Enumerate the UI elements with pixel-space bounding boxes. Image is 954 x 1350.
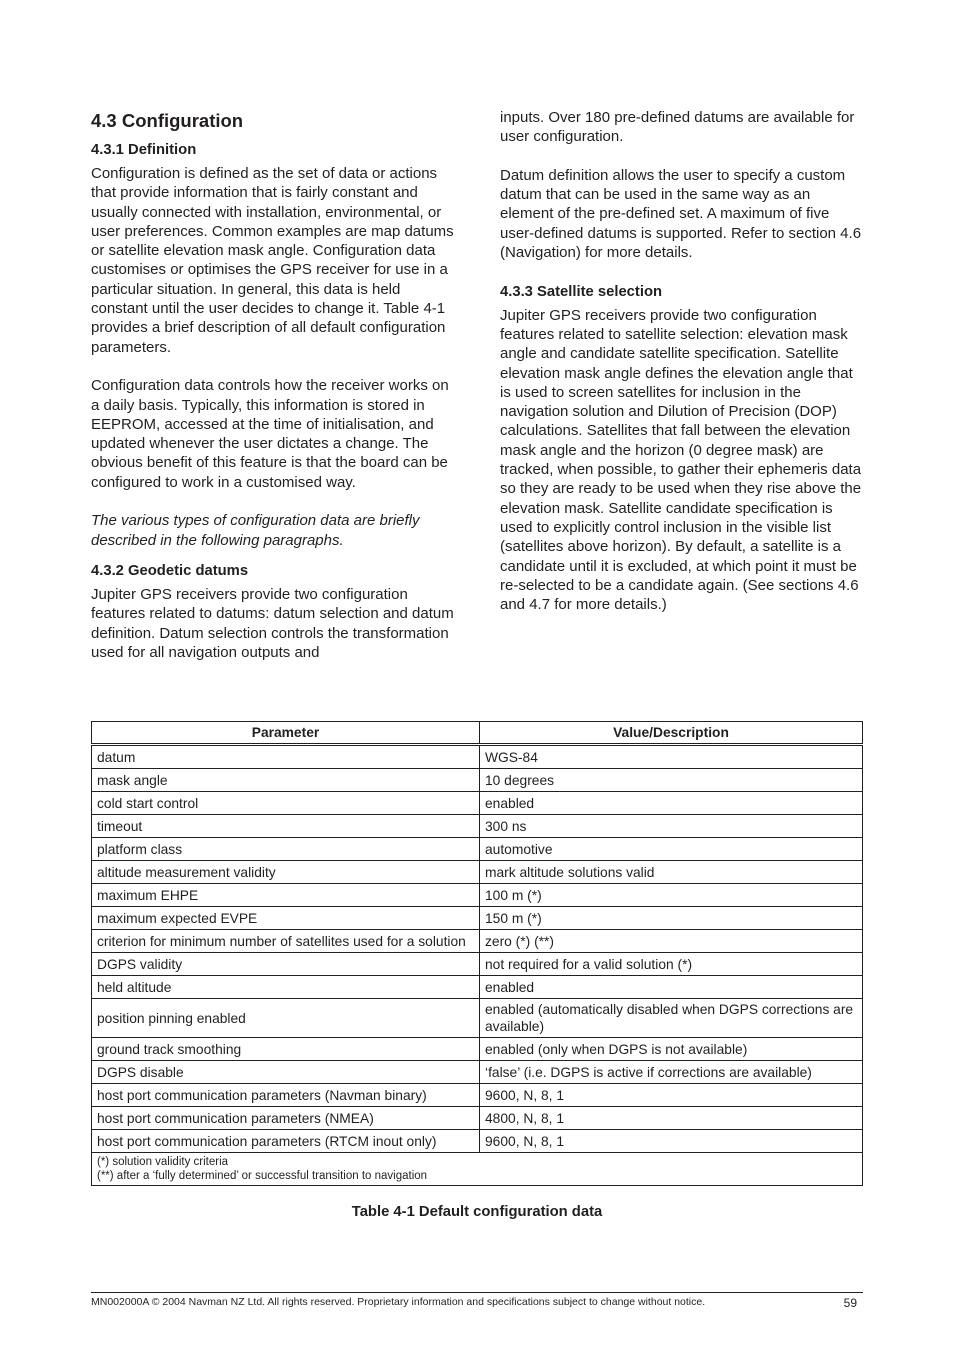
- table-row: [92, 861, 863, 884]
- table-row: [92, 907, 863, 930]
- table-cell-value: 9600, N, 8, 1: [480, 1130, 863, 1153]
- table-row: [92, 1130, 863, 1153]
- table-cell-value: 300 ns: [480, 815, 863, 838]
- table-cell-value: 150 m (*): [480, 907, 863, 930]
- table-cell-value: enabled: [480, 976, 863, 999]
- table-cell-parameter: cold start control: [92, 792, 480, 815]
- table-row: [92, 769, 863, 792]
- table-cell-value: automotive: [480, 838, 863, 861]
- table-cell-value: 4800, N, 8, 1: [480, 1107, 863, 1130]
- table-row: [92, 884, 863, 907]
- table-cell-parameter: host port communication parameters (Navman binary): [92, 1084, 480, 1107]
- subsection-heading-geodetic-datums: 4.3.2 Geodetic datums: [91, 562, 249, 579]
- table-cell-parameter: altitude measurement validity: [92, 861, 480, 884]
- definition-paragraph-3: The various types of configuration data are briefly described in the following paragraphs.: [91, 512, 420, 549]
- table-cell-value: 10 degrees: [480, 769, 863, 792]
- table-row: [92, 999, 863, 1038]
- table-caption: Table 4-1 Default configuration data: [351, 1204, 603, 1220]
- table-cell-parameter: timeout: [92, 815, 480, 838]
- geodetic-paragraph-1: Jupiter GPS receivers provide two configuration features related to datums: datum selection and datum definition. Datum selection controls the transformation used for all navigation outputs and: [91, 585, 454, 661]
- table-cell-parameter: host port communication parameters (NMEA): [92, 1107, 480, 1130]
- table-cell-parameter: position pinning enabled: [92, 999, 480, 1038]
- table-cell-value: enabled: [480, 792, 863, 815]
- table-notes: [92, 1153, 863, 1186]
- left-column: [91, 108, 461, 666]
- table-cell-parameter: maximum EHPE: [92, 884, 480, 907]
- table-cell-parameter: mask angle: [92, 769, 480, 792]
- table-cell-parameter: ground track smoothing: [92, 1038, 480, 1061]
- table-cell-value: zero (*) (**): [480, 930, 863, 953]
- table-row: [92, 976, 863, 999]
- definition-paragraph-1: Configuration is defined as the set of data or actions that provide information that is fairly constant and usually connected with installation, environmental, or user preferences. Common examples are map datums or satellite elevation mask angle. Configuration data customises or optimises the GPS receiver for use in a particular situation. In general, this data is held constant until the user decides to change it. Table 4-1 provides a brief description of all default configuration parameters.: [91, 165, 454, 356]
- table-cell-parameter: DGPS disable: [92, 1061, 480, 1084]
- table-cell-value: enabled (automatically disabled when DGPS corrections are available): [480, 999, 863, 1038]
- table-note-2: (**) after a ‘fully determined’ or successful transition to navigation: [97, 1170, 428, 1182]
- table-row: [92, 1084, 863, 1107]
- subsection-heading-definition: 4.3.1 Definition: [91, 142, 197, 158]
- table-cell-parameter: criterion for minimum number of satellites used for a solution: [92, 930, 480, 953]
- table-cell-parameter: held altitude: [92, 976, 480, 999]
- table-row: [92, 1038, 863, 1061]
- page-number: 59: [843, 1296, 857, 1310]
- definition-paragraph-2: Configuration data controls how the receiver works on a daily basis. Typically, this information is stored in EEPROM, accessed at the time of initialisation, and updated whenever the user dictates a change. The obvious benefit of this feature is that the board can be configured to work in a customised way.: [91, 377, 449, 491]
- default-configuration-table: [91, 721, 863, 1186]
- table-row: [92, 838, 863, 861]
- subsection-heading-satellite-selection: 4.3.3 Satellite selection: [500, 283, 663, 300]
- table-row: [92, 745, 863, 769]
- table-row: [92, 1107, 863, 1130]
- table-row: [92, 953, 863, 976]
- table-cell-parameter: platform class: [92, 838, 480, 861]
- satellite-paragraph-1: Jupiter GPS receivers provide two configuration features related to satellite selection: elevation mask angle and candidate satellite specification. Satellite elevation mask angle defines the elevation angle that is used to screen satellites for inclusion in the navigation solution and Dilution of Precision (DOP) calculations. Satellites that fall between the elevation mask angle and the horizon (0 degree mask) are tracked, when possible, to gather their ephemeris data so they are ready to be used when they rise above the elevation mask. Satellite candidate specification is used to explicitly control inclusion in the visible list (satellites above horizon). By default, a satellite is a candidate until it is excluded, at which point it must be re-selected to be a candidate again. (See sections 4.6 and 4.7 for more details.): [500, 306, 862, 614]
- table-cell-value: ‘false’ (i.e. DGPS is active if corrections are available): [480, 1061, 863, 1084]
- table-cell-parameter: maximum expected EVPE: [92, 907, 480, 930]
- right-column: [500, 108, 865, 634]
- table-notes-row: [92, 1153, 863, 1186]
- table-cell-value: 9600, N, 8, 1: [480, 1084, 863, 1107]
- table-cell-value: WGS-84: [480, 745, 863, 769]
- table-row: [92, 930, 863, 953]
- footer-divider: [91, 1292, 863, 1293]
- footer-copyright: MN002000A © 2004 Navman NZ Ltd. All rights reserved. Proprietary information and specifications subject to change without notice.: [91, 1296, 706, 1308]
- geodetic-paragraph-2: Datum definition allows the user to specify a custom datum that can be used in the same way as an element of the pre-defined set. A maximum of five user-defined datums is supported. Refer to section 4.6 (Navigation) for more details.: [500, 166, 862, 262]
- table-row: [92, 792, 863, 815]
- header-value-description: Value/Description: [480, 722, 863, 745]
- table-cell-value: not required for a valid solution (*): [480, 953, 863, 976]
- section-heading-configuration: 4.3 Configuration: [91, 110, 244, 131]
- geodetic-paragraph-1-continued: inputs. Over 180 pre-defined datums are available for user configuration.: [500, 109, 855, 146]
- table-cell-parameter: host port communication parameters (RTCM inout only): [92, 1130, 480, 1153]
- table-cell-value: mark altitude solutions valid: [480, 861, 863, 884]
- table-header-row: [92, 722, 863, 745]
- table-note-1: (*) solution validity criteria: [97, 1156, 229, 1168]
- header-parameter: Parameter: [92, 722, 480, 745]
- table-cell-parameter: DGPS validity: [92, 953, 480, 976]
- table-cell-value: enabled (only when DGPS is not available): [480, 1038, 863, 1061]
- table-row: [92, 815, 863, 838]
- table-cell-parameter: datum: [92, 745, 480, 769]
- table-row: [92, 1061, 863, 1084]
- table-body: [92, 745, 863, 1153]
- table-cell-value: 100 m (*): [480, 884, 863, 907]
